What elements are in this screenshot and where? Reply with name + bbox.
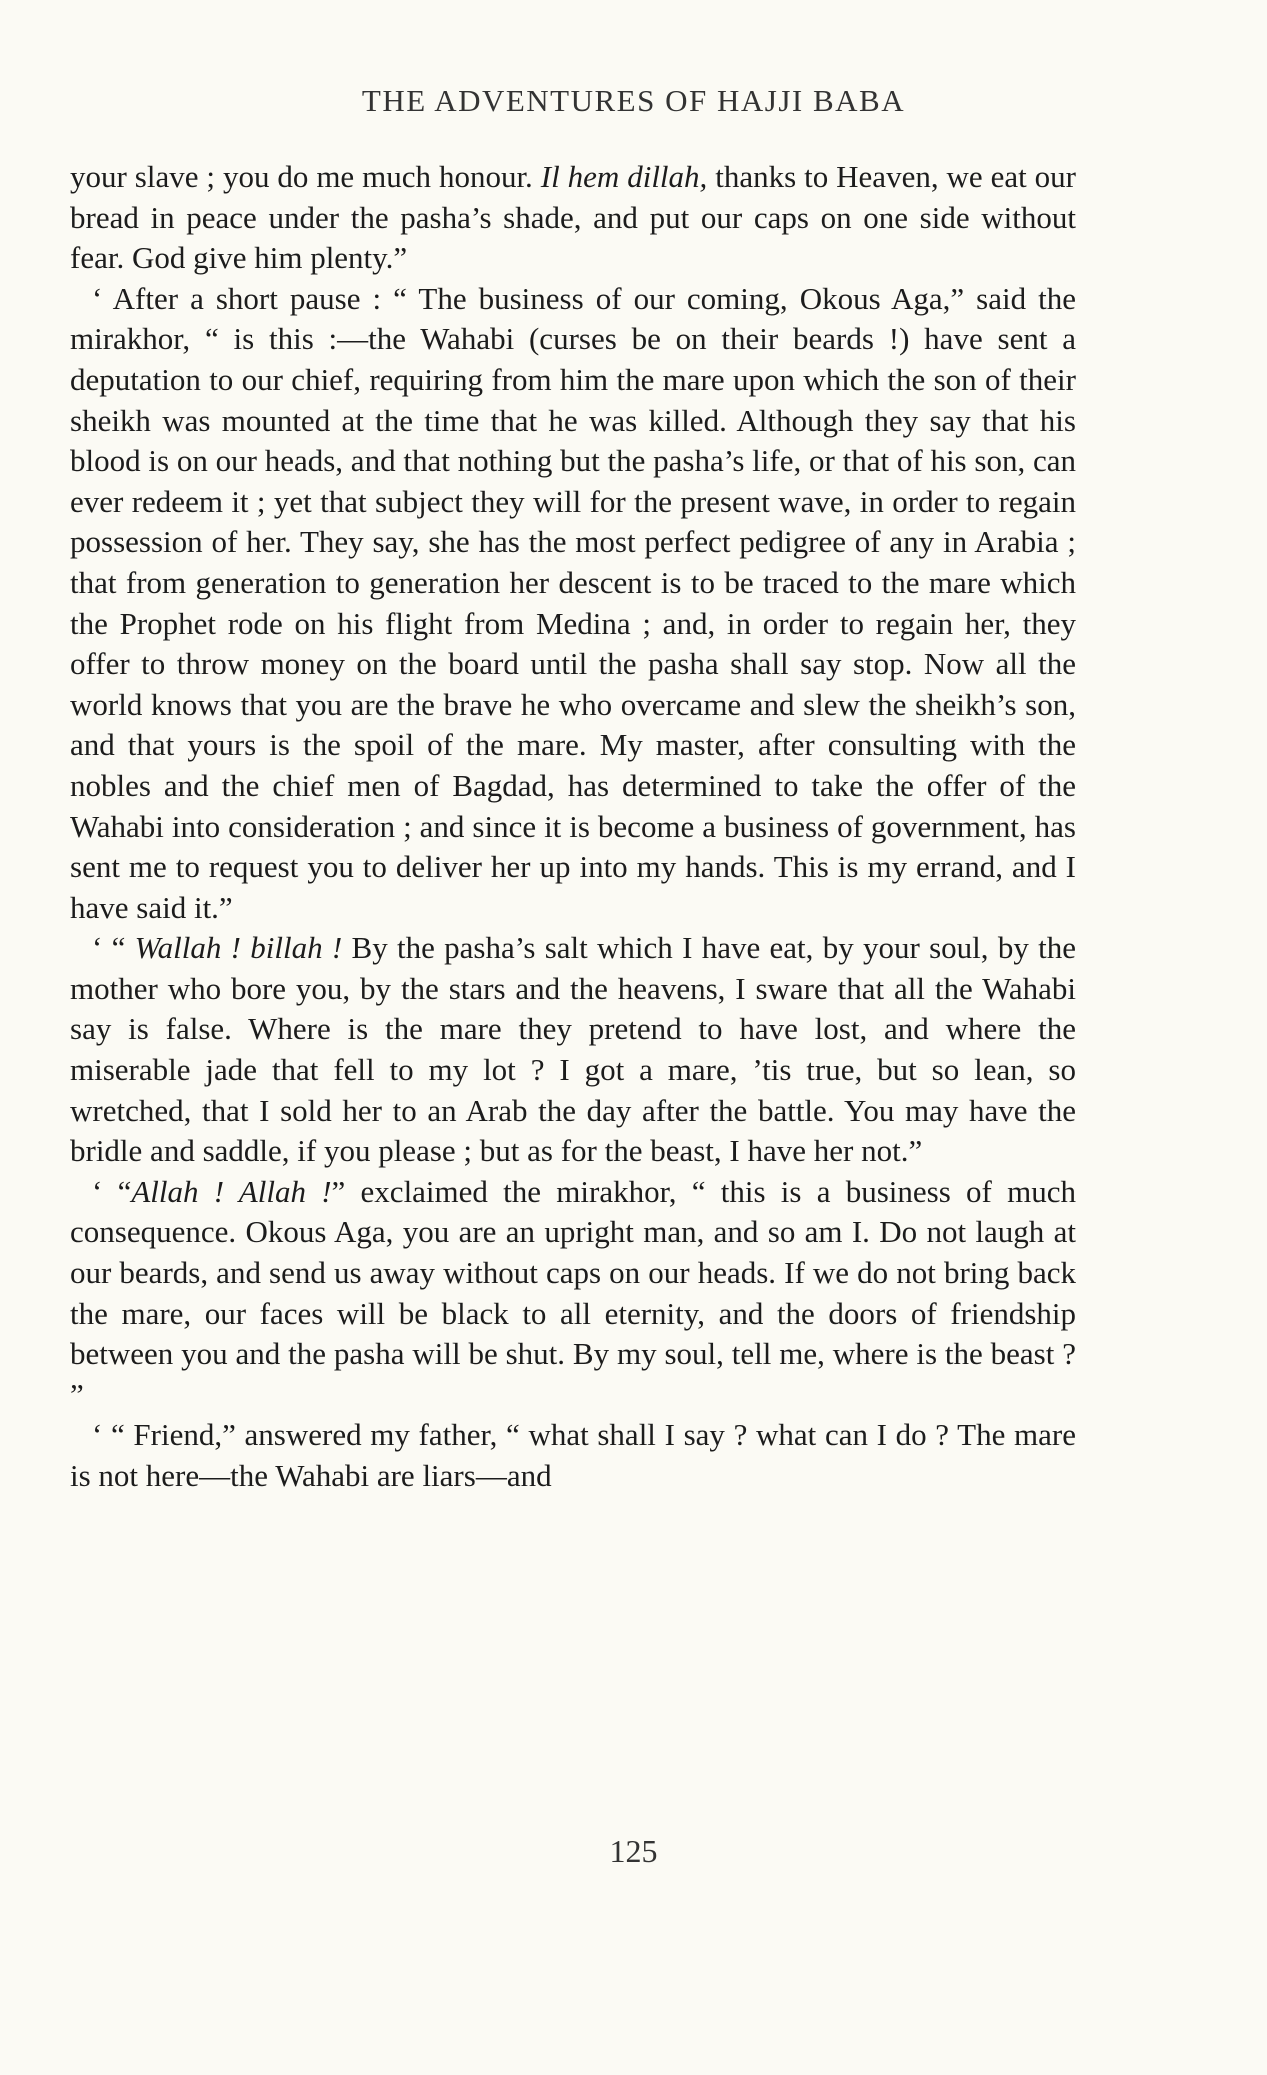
body-text — [70, 157, 1076, 1497]
page-number: 125 — [609, 1833, 658, 1869]
paragraph-5: ‘ “ Friend,” answered my father, “ what shall I say ? what can I do ? The mare is not here—the Wahabi are liars—and — [70, 1417, 1076, 1493]
paragraph-4: ‘ “Allah ! Allah !” exclaimed the mirakhor, “ this is a business of much consequence. Okous Aga, you are an upright man, and so am I. Do not laugh at our beards, and send us away without caps on our heads. If we do not bring back the mare, our faces will be black to all eternity, and the doors of friendship between you and the pasha will be shut. By my soul, tell me, where is the beast ? ” — [70, 1173, 1076, 1412]
paragraph-3: ‘ “ Wallah ! billah ! By the pasha’s salt which I have eat, by your soul, by the mother who bore you, by the stars and the heavens, I sware that all the Wahabi say is false. Where is the mare they pretend to have lost, and where the miserable jade that fell to my lot ? I got a mare, ’tis true, but so lean, so wretched, that I sold her to an Arab the day after the battle. You may have the bridle and saddle, if you please ; but as for the beast, I have her not.” — [70, 930, 1076, 1169]
running-head: THE ADVENTURES OF HAJJI BABA — [361, 83, 906, 118]
paragraph-2: ‘ After a short pause : “ The business of our coming, Okous Aga,” said the mirakhor, “ is this :—the Wahabi (curses be on their beards !) have sent a deputation to our chief, requiring from him the mare upon which the son of their sheikh was mounted at the time that he was killed. Although they say that his blood is on our heads, and that nothing but the pasha’s life, or that of his son, can ever redeem it ; yet that subject they will for the present wave, in order to regain possession of her. They say, she has the most perfect pedigree of any in Arabia ; that from generation to generation her descent is to be traced to the mare which the Prophet rode on his flight from Medina ; and, in order to regain her, they offer to throw money on the board until the pasha shall say stop. Now all the world knows that you are the brave he who overcame and slew the sheikh’s son, and that yours is the spoil of the mare. My master, after consulting with the nobles and the chief men of Bagdad, has determined to take the offer of the Wahabi into consideration ; and since it is become a business of government, has sent me to request you to deliver her up into my hands. This is my errand, and I have said it.” — [70, 280, 1076, 925]
paragraph-1: your slave ; you do me much honour. Il hem dillah, thanks to Heaven, we eat our bread in peace under the pasha’s shade, and put our caps on one side without fear. God give him plenty.” — [70, 159, 1076, 276]
